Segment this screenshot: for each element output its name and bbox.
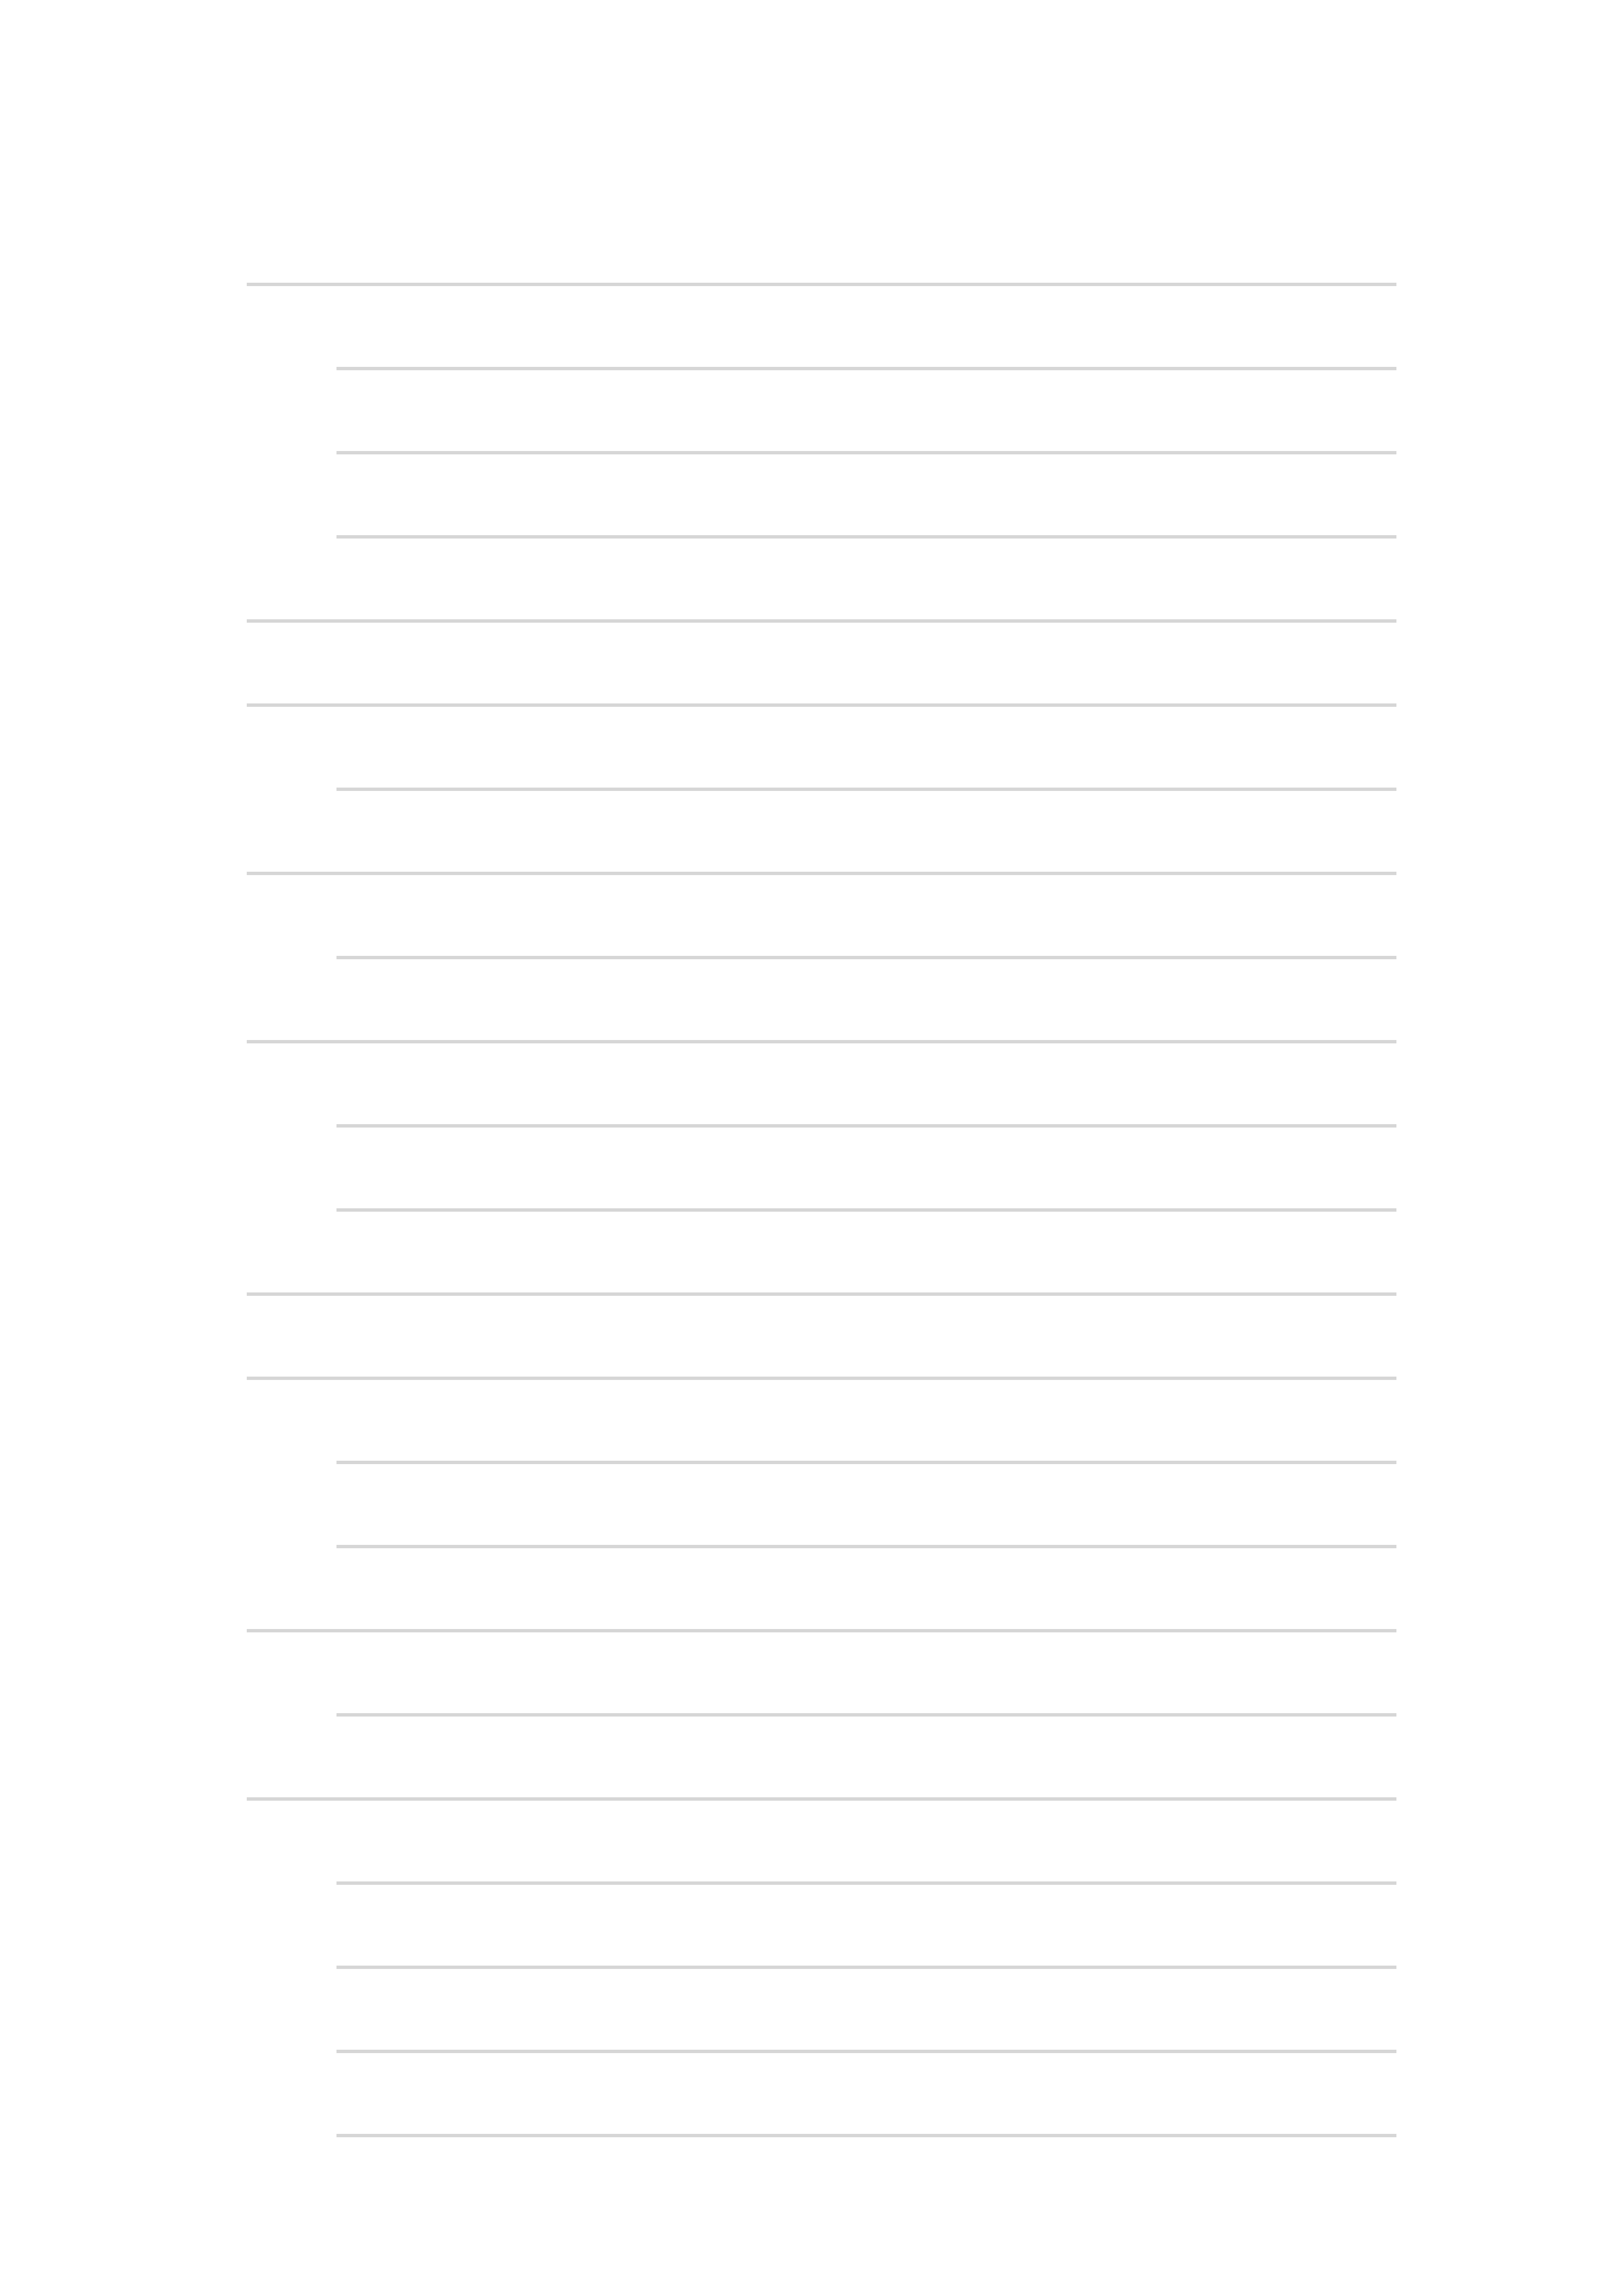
blank-line [336,466,1396,539]
blank-line [336,1980,1396,2053]
blank-line [247,970,1396,1043]
blank-line [247,550,1396,623]
blank-line [247,634,1396,707]
blank-line [336,1475,1396,1548]
blank-line [336,1391,1396,1464]
blank-line [336,1644,1396,1717]
blank-line [247,802,1396,875]
blank-line [336,1896,1396,1969]
blank-line [247,213,1396,286]
blank-line [336,1812,1396,1885]
blank-line [336,1139,1396,1212]
blank-line [247,1223,1396,1296]
blank-line [336,1055,1396,1128]
blank-line [336,886,1396,959]
blank-line [336,2064,1396,2137]
blank-line [247,1559,1396,1632]
blank-line [336,381,1396,454]
blank-line [247,1307,1396,1380]
blank-line [336,297,1396,370]
blank-line [336,718,1396,791]
blank-line [247,1728,1396,1801]
